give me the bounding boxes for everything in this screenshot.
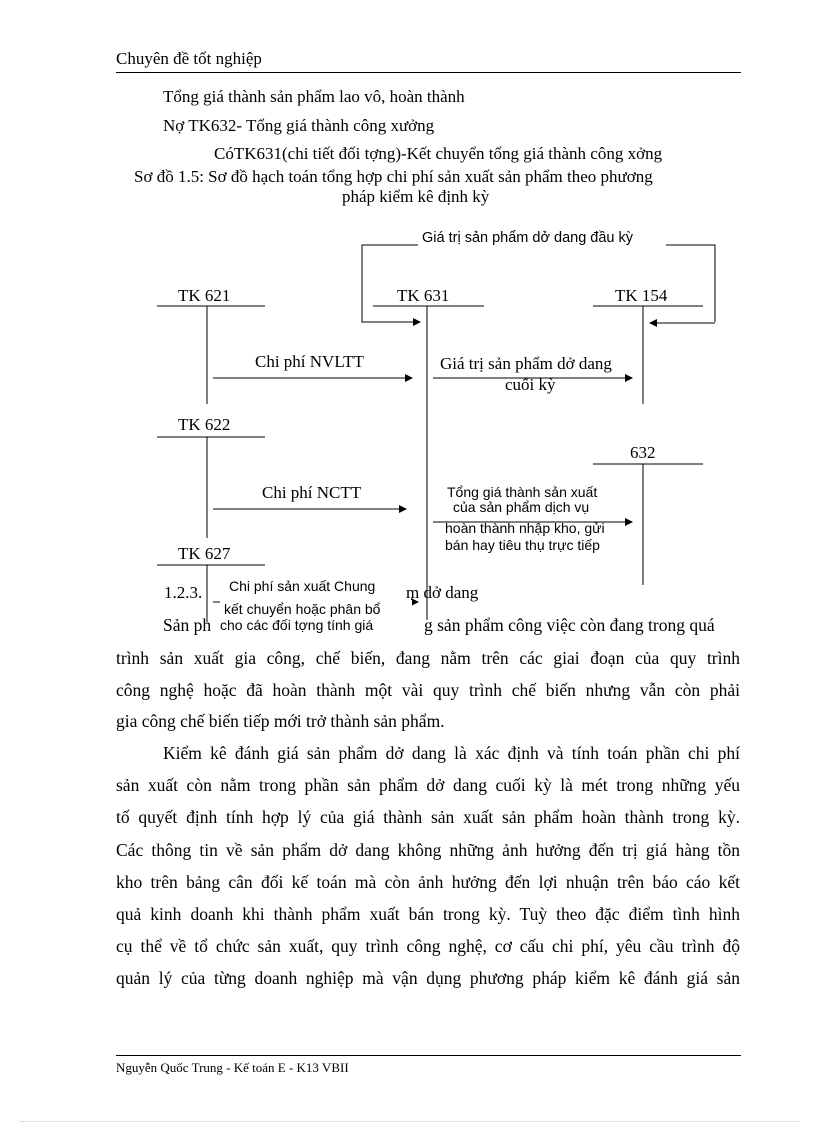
paragraph2-line7: cụ thể về tổ chức sản xuất, quy trình công nghệ, cơ cấu chi phí, yêu cầu trình độ: [116, 936, 740, 956]
opening-wip-label: Giá trị sản phẩm dở dang đầu kỳ: [422, 230, 634, 246]
intro-line-2: Nợ TK632- Tổng giá thành công xưởng: [163, 116, 435, 135]
paragraph1-line3: công nghệ hoặc đã hoàn thành một vài quy trình chế biến nhưng vẫn còn phải: [116, 680, 740, 700]
paragraph1-line1-end: g sản phẩm công việc còn đang trong quá: [424, 615, 715, 635]
paragraph2-line5: kho trên bảng cân đối kế toán mà còn ảnh hưởng đến lợi nhuận trên báo cáo kết: [116, 872, 740, 892]
end-wip-label-1: Giá trị sản phẩm dở dang: [440, 354, 612, 373]
total-cost-label-3: hoàn thành nhập kho, gửi: [445, 520, 605, 536]
footer-rule: [116, 1055, 741, 1056]
paragraph2-line8: quản lý của từng doanh nghiệp mà vận dụng phương pháp kiểm kê đánh giá sản: [116, 968, 740, 988]
section-heading-start: 1.2.3.: [164, 583, 203, 602]
section-heading-end: m dở dang: [406, 583, 479, 602]
nvltt-label: Chi phí NVLTT: [255, 352, 364, 371]
diagram-caption-2: pháp kiểm kê định kỳ: [342, 187, 490, 206]
intro-line-1: Tổng giá thành sản phẩm lao vô, hoàn thành: [163, 87, 465, 106]
diagram-caption-1: Sơ đồ 1.5: Sơ đồ hạch toán tổng hợp chi phí sản xuất sản phẩm theo phương: [134, 167, 653, 186]
ncct-label: Chi phí NCTT: [262, 483, 362, 502]
tk622-label: TK 622: [178, 415, 231, 434]
tk621-label: TK 621: [178, 286, 231, 305]
sxc-label-2: kết chuyển hoặc phân bổ: [224, 601, 381, 617]
paragraph2-line4: Các thông tin về sản phẩm dở dang không những ảnh hưởng đến trị giá hàng tồn: [116, 840, 740, 860]
total-cost-label-4: bán hay tiêu thụ trực tiếp: [445, 537, 600, 553]
paragraph2-line2: sản xuất còn nằm trong phần sản phẩm dở dang cuối kỳ là mét trong những yếu: [116, 775, 740, 795]
paragraph1-line4: gia công chế biến tiếp mới trở thành sản phẩm.: [116, 711, 445, 731]
paragraph2-line3: tố quyết định tính hợp lý của giá thành sản xuất sản phẩm hoàn thành trong kỳ.: [116, 807, 740, 827]
total-cost-label-2: của sản phẩm dịch vụ: [453, 499, 590, 515]
tk154-label: TK 154: [615, 286, 668, 305]
total-cost-label-1: Tổng giá thành sản xuất: [447, 484, 598, 500]
paragraph2-line1: Kiểm kê đánh giá sản phẩm dở dang là xác định và tính toán phần chi phí: [163, 743, 740, 763]
paragraph2-line6: quả kinh doanh khi thành phẩm xuất bán trong kỳ. Tuỳ theo đặc điểm tình hình: [116, 904, 740, 924]
opening-wip-line: [362, 245, 715, 322]
end-wip-label-2: cuối kỳ: [505, 375, 556, 394]
tk632-label: 632: [630, 443, 656, 462]
paragraph1-line2: trình sản xuất gia công, chế biến, đang nằm trên các giai đoạn của quy trình: [116, 648, 740, 668]
sxc-label-1: Chi phí sản xuất Chung: [229, 578, 376, 594]
page-footer: Nguyễn Quốc Trung - Kế toán E - K13 VBII: [116, 1060, 349, 1075]
sxc-label-3: cho các đối tợng tính giá: [220, 617, 374, 633]
page-header-title: Chuyên đề tốt nghiệp: [116, 49, 262, 68]
page-bottom-border: [20, 1121, 800, 1122]
tk627-label: TK 627: [178, 544, 231, 563]
intro-line-3: CóTK631(chi tiết đối tợng)-Kết chuyển tổng giá thành công xởng: [214, 144, 663, 163]
tk631-label: TK 631: [397, 286, 450, 305]
paragraph1-line1-start: Sản ph: [163, 615, 212, 635]
